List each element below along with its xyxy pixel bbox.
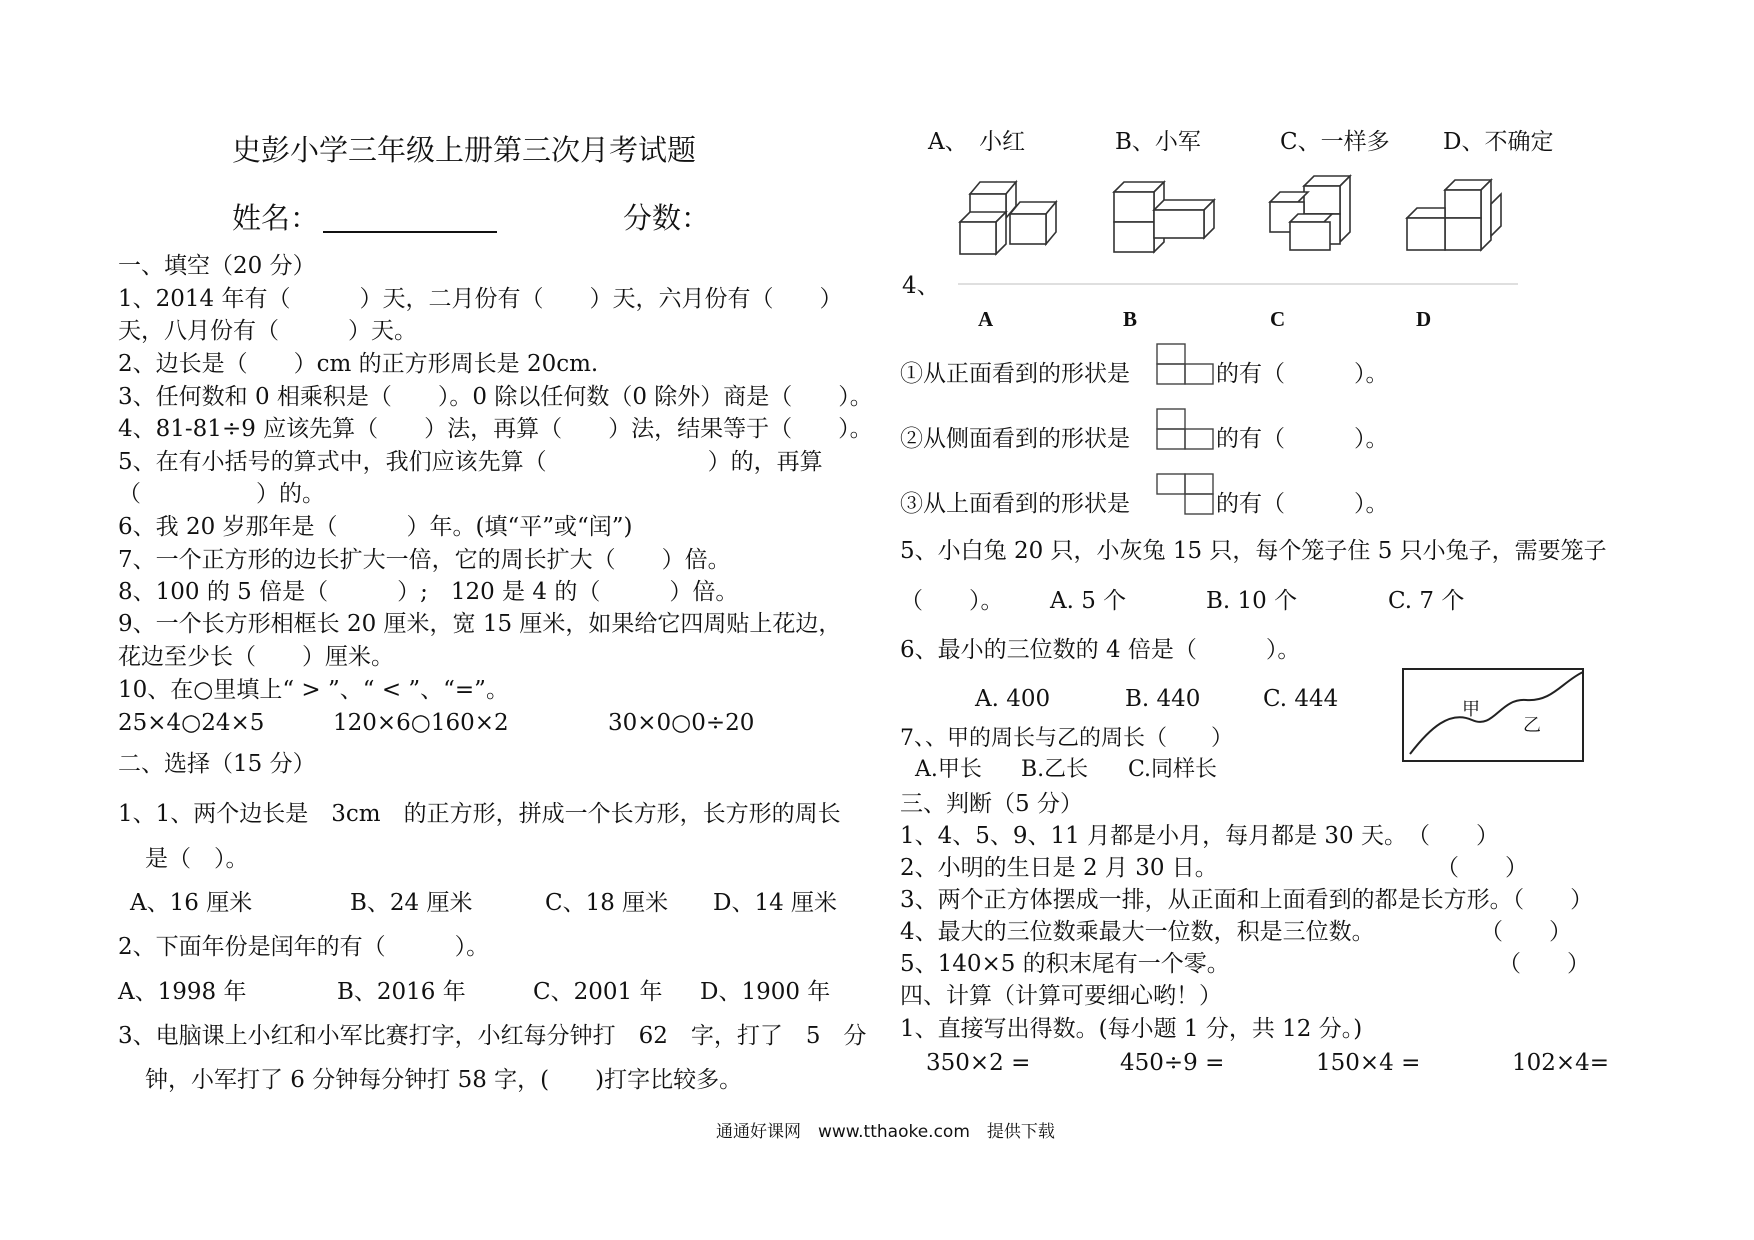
cube-figure-d bbox=[1405, 176, 1517, 258]
s2-q2-option-a[interactable]: A、1998 年 bbox=[118, 979, 247, 1005]
side-view-shape-icon bbox=[1156, 408, 1216, 450]
s2-q3-option-a[interactable]: A、 小红 bbox=[928, 129, 1026, 155]
s2-q3-line2: 钟，小军打了 6 分钟每分钟打 58 字，( )打字比较多。 bbox=[145, 1067, 743, 1093]
s2-q4-side-tail: 的有（ ）。 bbox=[1216, 426, 1389, 452]
s2-q5-line1: 5、小白兔 20 只，小灰兔 15 只，每个笼子住 5 只小兔子，需要笼子 bbox=[900, 538, 1607, 564]
s2-q7: 7、、甲的周长与乙的周长（ ） bbox=[900, 726, 1233, 751]
cube-label-a: A bbox=[978, 307, 994, 331]
s2-q3-line1: 3、电脑课上小红和小军比赛打字，小红每分钟打 62 字，打了 5 分 bbox=[118, 1023, 867, 1049]
section2-heading: 二、选择（15 分） bbox=[118, 751, 316, 777]
s2-q4-top-tail: 的有（ ）。 bbox=[1216, 491, 1389, 517]
cube-label-c: C bbox=[1270, 307, 1286, 331]
s1-q2: 2、边长是（ ）cm 的正方形周长是 20cm. bbox=[118, 351, 599, 377]
s2-q1-option-c[interactable]: C、18 厘米 bbox=[545, 890, 669, 916]
s1-q1-line1: 1、2014 年有（ ）天，二月份有（ ）天，六月份有（ ） bbox=[118, 286, 843, 312]
front-view-shape-icon bbox=[1156, 343, 1216, 385]
name-label: 姓名： bbox=[232, 201, 320, 235]
s1-q10-expr2: 120×6○160×2 bbox=[333, 710, 509, 736]
s2-q5-line2: （ ）。 bbox=[900, 588, 1004, 614]
s3-item-4: 4、最大的三位数乘最大一位数，积是三位数。 bbox=[900, 919, 1375, 945]
s2-q2-option-c[interactable]: C、2001 年 bbox=[533, 979, 663, 1005]
section4-heading: 四、计算（计算可要细心哟！） bbox=[900, 983, 1222, 1009]
cube-figure-b bbox=[1112, 178, 1224, 258]
s3-item-2-paren[interactable]: （ ） bbox=[1436, 855, 1528, 881]
s3-item-4-paren[interactable]: （ ） bbox=[1480, 919, 1572, 945]
figure-baseline bbox=[958, 282, 1518, 286]
region-yi: 乙 bbox=[1523, 715, 1541, 736]
s3-item-5-paren[interactable]: （ ） bbox=[1498, 951, 1590, 977]
section3-heading: 三、判断（5 分） bbox=[900, 791, 1083, 817]
s2-q6-option-b[interactable]: B. 440 bbox=[1125, 686, 1201, 712]
region-jia: 甲 bbox=[1462, 699, 1480, 720]
name-blank[interactable] bbox=[323, 231, 497, 233]
s2-q2: 2、下面年份是闰年的有（ ）。 bbox=[118, 934, 490, 960]
s2-q5-option-b[interactable]: B. 10 个 bbox=[1206, 588, 1298, 614]
s4-expr-2: 450÷9 = bbox=[1120, 1050, 1225, 1076]
s2-q4-number: 4、 bbox=[902, 273, 940, 299]
s2-q1-option-b[interactable]: B、24 厘米 bbox=[350, 890, 473, 916]
s1-q10-expr3: 30×0○0÷20 bbox=[608, 710, 755, 736]
s3-item-1: 1、4、5、9、11 月都是小月，每月都是 30 天。 （ ） bbox=[900, 823, 1499, 849]
s4-expr-3: 150×4 = bbox=[1316, 1050, 1421, 1076]
s3-item-3: 3、两个正方体摆成一排，从正面和上面看到的都是长方形。（ ） bbox=[900, 887, 1594, 913]
s2-q7-option-c[interactable]: C.同样长 bbox=[1128, 757, 1218, 782]
s1-q5-line2: （ ）的。 bbox=[118, 481, 325, 507]
s1-q7: 7、一个正方形的边长扩大一倍，它的周长扩大（ ）倍。 bbox=[118, 547, 731, 573]
top-view-shape-icon bbox=[1156, 473, 1216, 515]
s1-q10-expr1: 25×4○24×5 bbox=[118, 710, 265, 736]
s2-q4-front-tail: 的有（ ）。 bbox=[1216, 361, 1389, 387]
page-title: 史彭小学三年级上册第三次月考试题 bbox=[232, 133, 697, 167]
s2-q4-front-view: ①从正面看到的形状是 bbox=[900, 361, 1130, 387]
s2-q7-option-a[interactable]: A.甲长 bbox=[915, 757, 982, 782]
s2-q6: 6、最小的三位数的 4 倍是（ ）。 bbox=[900, 637, 1301, 663]
s2-q1-option-a[interactable]: A、16 厘米 bbox=[130, 890, 253, 916]
s2-q1-line1: 1、1、两个边长是 3cm 的正方形，拼成一个长方形，长方形的周长 bbox=[118, 801, 841, 827]
s2-q6-option-a[interactable]: A. 400 bbox=[975, 686, 1051, 712]
s1-q5-line1: 5、在有小括号的算式中，我们应该先算（ ）的，再算 bbox=[118, 449, 823, 475]
s1-q10: 10、在○里填上“ > ”、“ < ”、“=”。 bbox=[118, 677, 509, 703]
s1-q6: 6、我 20 岁那年是（ ）年。(填“平”或“闰”) bbox=[118, 514, 633, 540]
perimeter-figure bbox=[1402, 668, 1586, 764]
s2-q4-side-view: ②从侧面看到的形状是 bbox=[900, 426, 1130, 452]
s2-q3-option-c[interactable]: C、一样多 bbox=[1280, 129, 1390, 155]
s1-q3: 3、任何数和 0 相乘积是（ ）。0 除以任何数（0 除外）商是（ ）。 bbox=[118, 384, 873, 410]
s2-q2-option-b[interactable]: B、2016 年 bbox=[337, 979, 466, 1005]
s1-q9-line2: 花边至少长（ ）厘米。 bbox=[118, 644, 394, 670]
score-label: 分数： bbox=[623, 201, 711, 235]
s2-q3-option-b[interactable]: B、小军 bbox=[1115, 129, 1201, 155]
s4-expr-1: 350×2 = bbox=[926, 1050, 1031, 1076]
s1-q4: 4、81-81÷9 应该先算（ ）法，再算（ ）法，结果等于（ ）。 bbox=[118, 416, 873, 442]
s2-q1-option-d[interactable]: D、14 厘米 bbox=[713, 890, 838, 916]
s2-q1-line2: 是（ ）。 bbox=[145, 846, 249, 872]
cube-label-b: B bbox=[1123, 307, 1138, 331]
cube-figure-c bbox=[1268, 172, 1380, 256]
cube-figure-a bbox=[958, 176, 1070, 258]
s1-q8: 8、100 的 5 倍是（ ）; 120 是 4 的（ ）倍。 bbox=[118, 579, 739, 605]
s2-q7-option-b[interactable]: B.乙长 bbox=[1021, 757, 1089, 782]
s1-q1-line2: 天，八月份有（ ）天。 bbox=[118, 318, 417, 344]
s4-expr-4: 102×4= bbox=[1512, 1050, 1610, 1076]
cube-label-d: D bbox=[1416, 307, 1432, 331]
s2-q3-option-d[interactable]: D、不确定 bbox=[1443, 129, 1554, 155]
footer-credit: 通通好课网 www.tthaoke.com 提供下载 bbox=[716, 1122, 1055, 1142]
section1-heading: 一、填空（20 分） bbox=[118, 253, 316, 279]
s2-q6-option-c[interactable]: C. 444 bbox=[1263, 686, 1339, 712]
s1-q9-line1: 9、一个长方形相框长 20 厘米，宽 15 厘米，如果给它四周贴上花边， bbox=[118, 611, 842, 637]
s2-q5-option-c[interactable]: C. 7 个 bbox=[1388, 588, 1465, 614]
s2-q5-option-a[interactable]: A. 5 个 bbox=[1050, 588, 1127, 614]
s2-q4-top-view: ③从上面看到的形状是 bbox=[900, 491, 1130, 517]
s3-item-2: 2、小明的生日是 2 月 30 日。 bbox=[900, 855, 1218, 881]
s4-q1: 1、直接写出得数。(每小题 1 分，共 12 分。) bbox=[900, 1016, 1363, 1042]
s3-item-5: 5、140×5 的积末尾有一个零。 bbox=[900, 951, 1230, 977]
s2-q2-option-d[interactable]: D、1900 年 bbox=[700, 979, 831, 1005]
